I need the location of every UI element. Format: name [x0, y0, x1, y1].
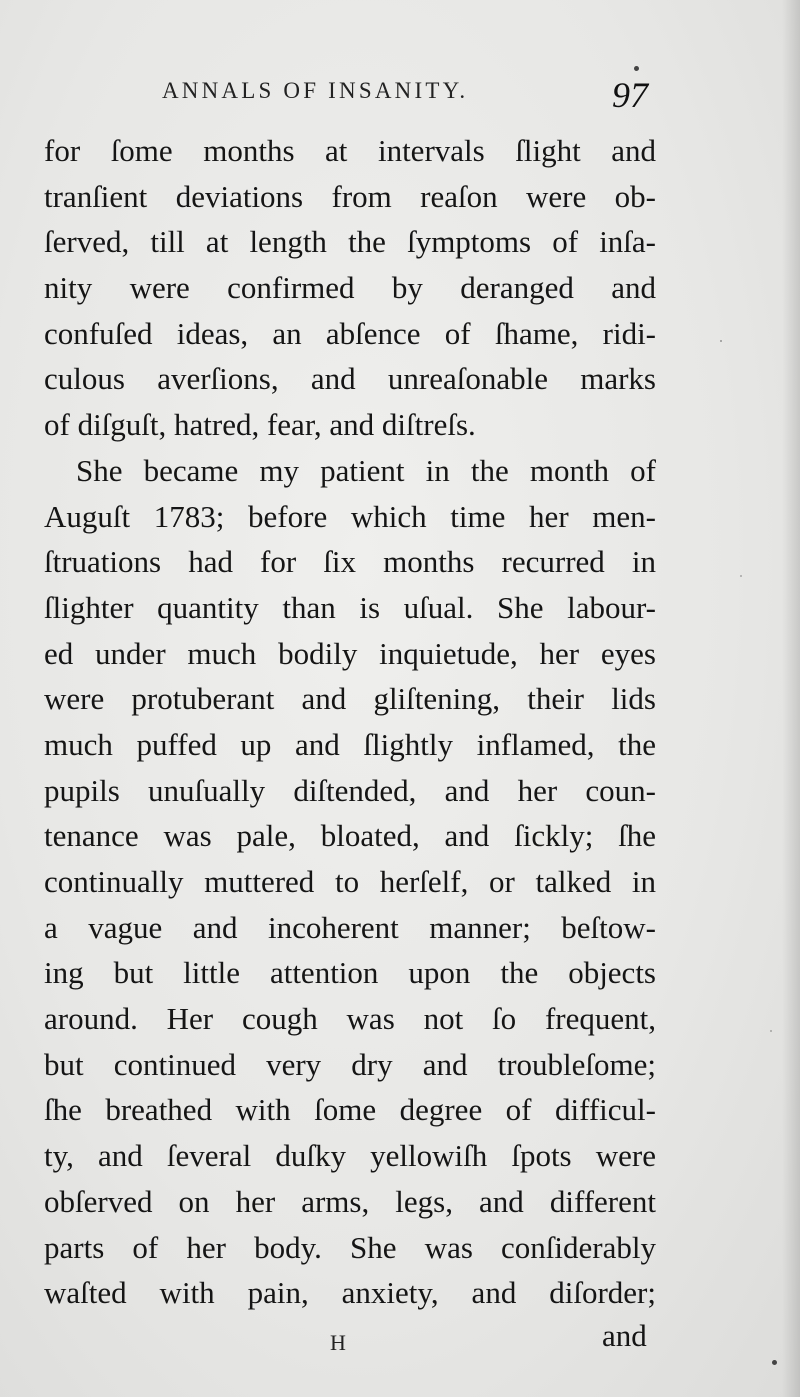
text-line: for ſome months at intervals ſlight and: [44, 133, 656, 168]
text-line: ſhe breathed with ſome degree of difficul-: [44, 1092, 656, 1128]
text-line: obſerved on her arms, legs, and different: [44, 1183, 656, 1219]
ink-speck: [720, 340, 722, 342]
ink-speck: [770, 1030, 772, 1032]
text-line: nity were confirmed by deranged and: [44, 270, 656, 306]
running-head: ANNALS OF INSANITY.: [162, 78, 469, 103]
text-line: Auguſt 1783; before which time her men-: [44, 498, 656, 534]
text-line: parts of her body. She was conſiderably: [44, 1229, 656, 1265]
text-line: ed under much bodily inquietude, her eyes: [44, 635, 656, 671]
page-number: 97: [612, 75, 648, 115]
text-line: but continued very dry and troubleſome;: [44, 1046, 656, 1082]
text-line: were protuberant and gliſtening, their lids: [44, 681, 656, 717]
text-line: waſted with pain, anxiety, and diſorder;: [44, 1275, 656, 1311]
text-line: ſtruations had for ſix months recurred in: [44, 544, 656, 580]
text-line: culous averſions, and unreaſonable marks: [44, 361, 656, 397]
paragraph-start-line: She became my patient in the month of: [76, 452, 656, 488]
text-line: of diſguſt, hatred, fear, and diſtreſs.: [44, 407, 476, 443]
text-line: much puffed up and ſlightly inflamed, the: [44, 726, 656, 762]
text-line: a vague and incoherent manner; beſtow-: [44, 909, 656, 945]
text-line: around. Her cough was not ſo frequent,: [44, 1001, 656, 1037]
text-line: ty, and ſeveral duſky yellowiſh ſpots were: [44, 1138, 656, 1174]
page-edge-shadow: [782, 0, 800, 1397]
text-line: ing but little attention upon the objects: [44, 955, 656, 991]
text-line: tenance was pale, bloated, and ſickly; ſhe: [44, 818, 656, 854]
text-line: continually muttered to herſelf, or talked in: [44, 864, 656, 899]
text-line: pupils unuſually diſtended, and her coun-: [44, 772, 656, 808]
text-line: ſlighter quantity than is uſual. She labour-: [44, 589, 656, 625]
body-text: [44, 128, 656, 1316]
ink-speck: [772, 1360, 777, 1365]
text-line: confuſed ideas, an abſence of ſhame, ridi-: [44, 315, 656, 351]
text-line: tranſient deviations from reaſon were ob-: [44, 178, 656, 214]
text-line: ſerved, till at length the ſymptoms of inſa-: [44, 224, 656, 260]
ink-speck: [740, 575, 742, 577]
signature-mark: H: [330, 1330, 346, 1355]
ink-speck: [634, 66, 639, 71]
catchword: and: [602, 1318, 647, 1353]
